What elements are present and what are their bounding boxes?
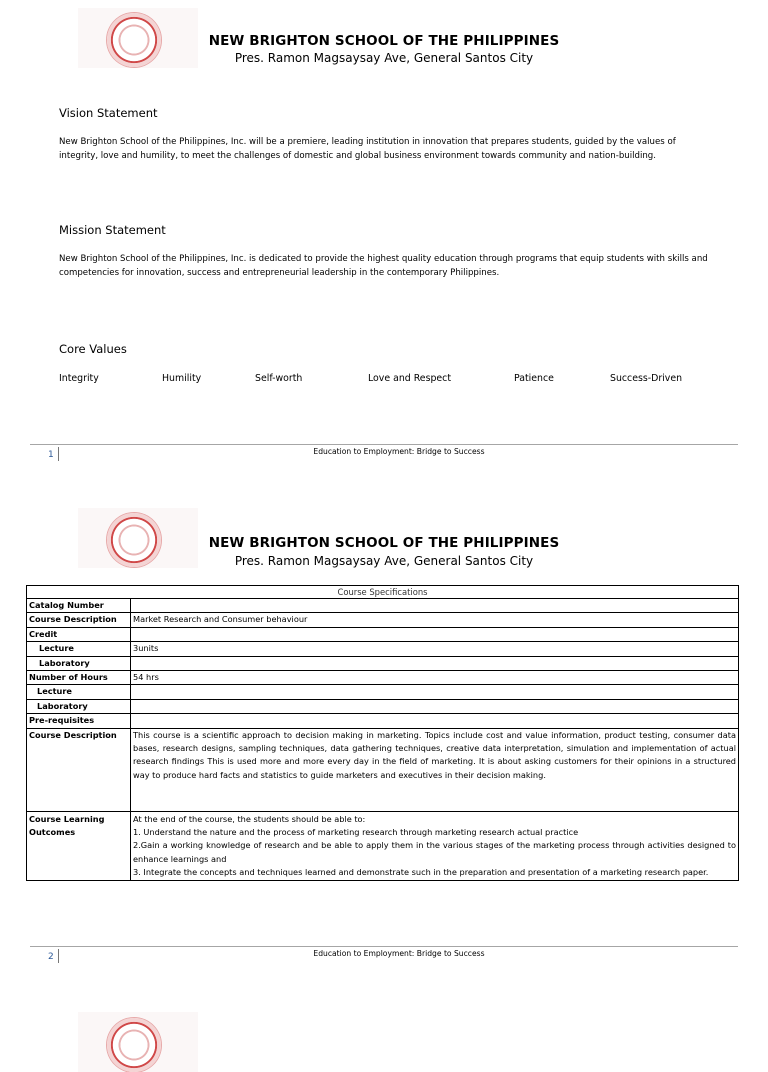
table-row — [27, 728, 739, 811]
school-address: Pres. Ramon Magsaysay Ave, General Santos City — [234, 554, 534, 568]
outcome-line: At the end of the course, the students should be able to: — [133, 813, 366, 824]
mission-heading: Mission Statement — [59, 223, 166, 237]
table-row — [27, 699, 739, 713]
table-title: Course Specifications — [27, 586, 739, 599]
page-number: 1 — [48, 450, 54, 460]
table-row — [27, 613, 739, 627]
row-value: Market Research and Consumer behaviour — [131, 613, 739, 627]
table-row — [27, 811, 739, 880]
row-label: Laboratory — [27, 699, 131, 713]
mission-text: New Brighton School of the Philippines, Inc. is dedicated to provide the highest quality education through programs that equip students with skills and competencies for innovation, success and entrepreneurial leadership in the contemporary Philippines. — [59, 254, 708, 278]
row-label: Credit — [27, 627, 131, 641]
core-value-item: Patience — [514, 373, 554, 384]
core-value-item: Success-Driven — [610, 373, 683, 384]
core-values-heading: Core Values — [59, 342, 127, 356]
row-label: Pre-requisites — [27, 714, 131, 728]
row-value: 3units — [131, 642, 739, 656]
row-label: Lecture — [27, 685, 131, 699]
row-value — [131, 656, 739, 670]
footer-tagline: Education to Employment: Bridge to Success — [313, 949, 485, 958]
row-value: This course is a scientific approach to decision making in marketing. Topics include cost and value information, product testing, consumer data bases, research designs, sampling techniques, data gathering techniques, creative data interpretation, simulation and implementation of actual research findings This is used more and more every day in the field of marketing. It is about asking customers for their opinions in a structured way to produce hard facts and statistics to guide marketers and executives in their decision making. — [131, 728, 739, 811]
row-value — [131, 685, 739, 699]
vision-text: New Brighton School of the Philippines, Inc. will be a premiere, leading institution in innovation that prepares students, guided by the values of integrity, love and humility, to meet the challenges of domestic and global business environment towards community and nation-building. — [59, 137, 676, 161]
table-row — [27, 714, 739, 728]
table-row — [27, 685, 739, 699]
core-value-item: Self-worth — [255, 373, 303, 384]
table-row — [27, 586, 739, 599]
school-seal-logo — [107, 1018, 161, 1072]
row-label: Course Description — [27, 613, 131, 627]
core-value-item: Love and Respect — [368, 373, 452, 384]
row-label: Number of Hours — [27, 671, 131, 685]
table-row — [27, 671, 739, 685]
row-value — [131, 599, 739, 613]
course-specifications-table — [26, 585, 739, 881]
footer-tagline: Education to Employment: Bridge to Success — [313, 447, 485, 456]
core-value-item: Integrity — [59, 373, 99, 384]
footer-divider — [30, 444, 738, 445]
row-value — [131, 714, 739, 728]
core-value-item: Humility — [162, 373, 202, 384]
row-label: Laboratory — [27, 656, 131, 670]
table-row — [27, 599, 739, 613]
row-label: Lecture — [27, 642, 131, 656]
outcome-line: 2.Gain a working knowledge of research and be able to apply them in the various stages of the marketing process through activities designed to enhance learnings and — [133, 840, 736, 864]
page-number: 2 — [48, 952, 54, 962]
row-value — [131, 627, 739, 641]
outcome-line: 1. Understand the nature and the process of marketing research through marketing research actual practice — [133, 827, 579, 838]
school-address: Pres. Ramon Magsaysay Ave, General Santos City — [234, 51, 534, 65]
row-value — [131, 699, 739, 713]
footer-divider — [30, 946, 738, 947]
learning-outcomes-cell — [131, 811, 739, 880]
vision-heading: Vision Statement — [59, 106, 158, 120]
school-name: NEW BRIGHTON SCHOOL OF THE PHILIPPINES — [208, 33, 560, 49]
school-name: NEW BRIGHTON SCHOOL OF THE PHILIPPINES — [208, 535, 560, 551]
row-label: Course Learning Outcomes — [27, 811, 131, 880]
table-row — [27, 656, 739, 670]
row-label: Course Description — [27, 728, 131, 811]
row-label: Catalog Number — [27, 599, 131, 613]
outcome-line: 3. Integrate the concepts and techniques learned and demonstrate such in the preparation and presentation of a marketing research paper. — [133, 867, 709, 878]
table-row — [27, 642, 739, 656]
row-value: 54 hrs — [131, 671, 739, 685]
table-row — [27, 627, 739, 641]
